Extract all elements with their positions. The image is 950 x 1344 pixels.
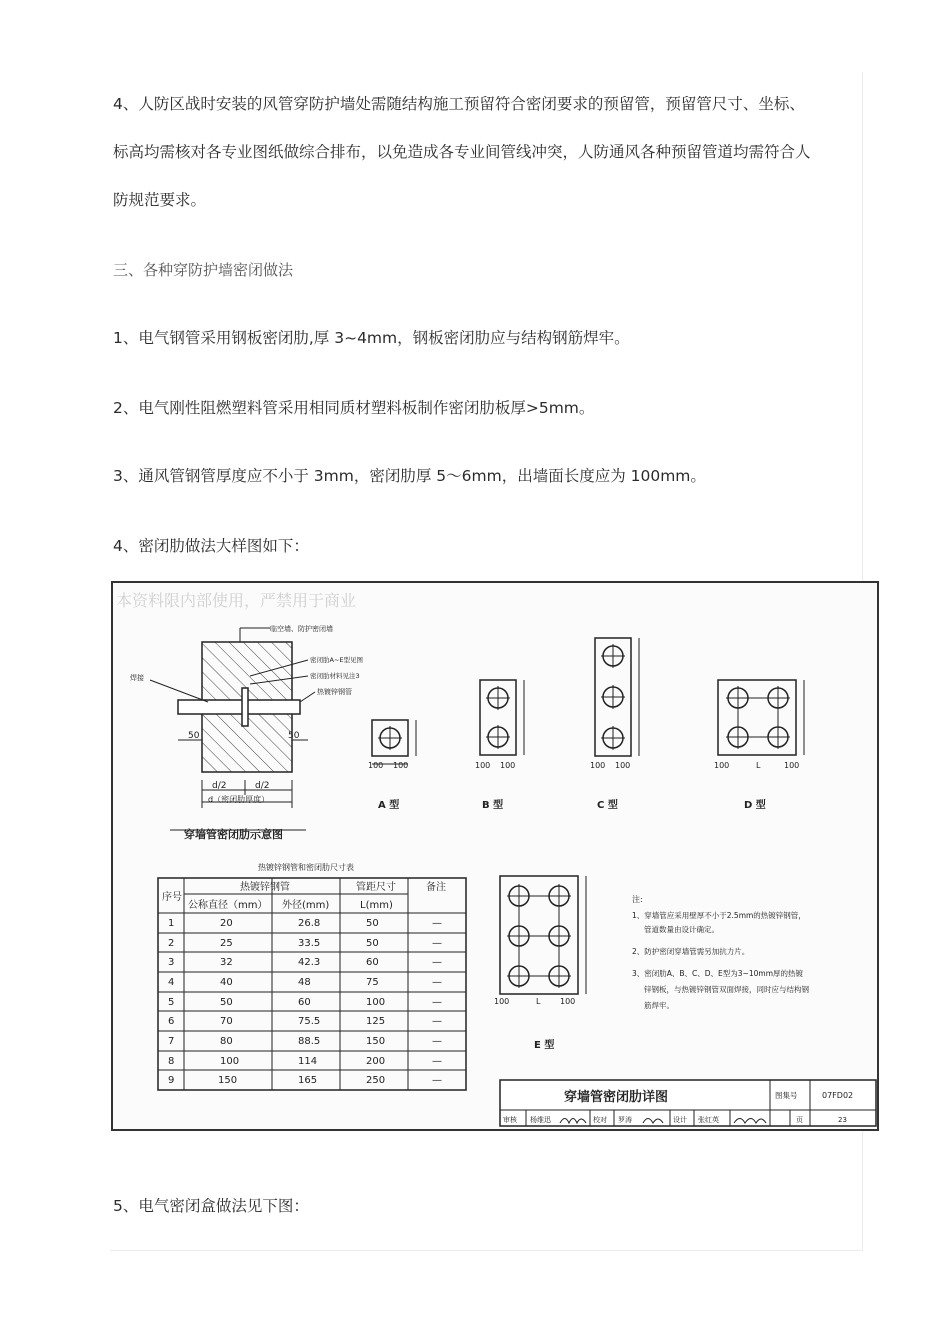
type-e-dim-100-2: 100: [560, 997, 576, 1006]
table-cell: 100: [220, 1056, 240, 1067]
watermark-text: 本资料限内部使用，严禁用于商业: [116, 591, 357, 610]
note-3a: 3、密闭肋A、B、C、D、E型为3~10mm厚的热镀: [632, 969, 804, 978]
dim-50-right: 50: [288, 731, 300, 741]
table-cell: 114: [298, 1056, 318, 1067]
type-e-dim-l: L: [536, 997, 541, 1006]
table-cell: 26.8: [298, 918, 321, 929]
title-block: [500, 1080, 876, 1126]
type-a-dim-100-2: 100: [393, 761, 409, 770]
table-cell: 7: [168, 1036, 175, 1047]
item-4: 4、密闭肋做法大样图如下：: [113, 537, 309, 555]
table-cell: —: [432, 1056, 442, 1067]
table-cell: 25: [220, 938, 233, 949]
check-label: 校对: [593, 1116, 607, 1124]
dim-50-left: 50: [188, 731, 200, 741]
type-d-label: D 型: [744, 800, 766, 811]
item-2: 2、电气刚性阻燃塑料管采用相同质材塑料板制作密闭肋板厚>5mm。: [113, 399, 595, 417]
item-5: 5、电气密闭盒做法见下图：: [113, 1197, 309, 1215]
type-a-label: A 型: [378, 800, 400, 811]
dim-d-half-right: d/2: [255, 781, 270, 791]
table-cell: 5: [168, 997, 175, 1008]
section-heading: 三、各种穿防护墙密闭做法: [113, 261, 294, 279]
table-cell: 150: [218, 1075, 238, 1086]
rib-note-label-2: 密闭肋材料见注3: [310, 672, 360, 680]
table-header-spacing: 管距尺寸: [356, 882, 396, 893]
review-name: 杨维迅: [530, 1116, 551, 1124]
table-cell: 2: [168, 938, 175, 949]
wall-label: 临空墙、防护密闭墙: [270, 625, 333, 633]
table-cell: 42.3: [298, 957, 321, 968]
table-cell: 8: [168, 1056, 175, 1067]
note-3c: 筋焊牢。: [644, 1001, 674, 1010]
table-cell: —: [432, 938, 442, 949]
table-cell: 40: [220, 977, 233, 988]
table-cell: 50: [366, 918, 379, 929]
table-cell: 150: [366, 1036, 386, 1047]
rib-note-label-1: 密闭肋A~E型见图: [310, 656, 363, 664]
table-cell: 50: [366, 938, 379, 949]
type-c-dim-100-2: 100: [615, 761, 631, 770]
table-cell: 32: [220, 957, 233, 968]
type-c-label: C 型: [597, 800, 618, 811]
table-cell: 50: [220, 997, 233, 1008]
dim-d-half-left: d/2: [212, 781, 227, 791]
section-title: 穿墙管密闭肋示意图: [184, 828, 283, 841]
dim-d-full: d（密闭肋厚度）: [208, 795, 270, 804]
type-d-dim-100-1: 100: [714, 761, 730, 770]
check-name: 罗涛: [618, 1116, 632, 1124]
table-header-pipe: 热镀锌钢管: [240, 882, 290, 893]
atlas-number: 07FD02: [822, 1091, 854, 1100]
table-subheader-od: 外径(mm): [282, 900, 330, 911]
item-1: 1、电气钢管采用钢板密闭肋,厚 3~4mm，钢板密闭肋应与结构钢筋焊牢。: [113, 329, 630, 347]
table-cell: —: [432, 918, 442, 929]
page-label: 页: [796, 1116, 803, 1124]
table-cell: 88.5: [298, 1036, 321, 1047]
review-label: 审核: [503, 1116, 517, 1124]
table-cell: —: [432, 997, 442, 1008]
table-cell: 125: [366, 1016, 386, 1027]
table-cell: 6: [168, 1016, 175, 1027]
type-b-dim-100-2: 100: [500, 761, 516, 770]
paragraph-4-line-2: 标高均需核对各专业图纸做综合排布，以免造成各专业间管线冲突，人防通风各种预留管道均需符合人: [113, 143, 811, 161]
type-e-label: E 型: [534, 1040, 555, 1051]
type-a-dim-100-1: 100: [368, 761, 384, 770]
table-subheader-l: L(mm): [360, 900, 393, 911]
paragraph-4-line-3: 防规范要求。: [113, 191, 207, 209]
table-cell: 80: [220, 1036, 233, 1047]
table-cell: —: [432, 957, 442, 968]
table-cell: 75: [366, 977, 379, 988]
table-subheader-nominal: 公称直径（mm）: [188, 900, 268, 911]
type-b-label: B 型: [482, 800, 504, 811]
design-name: 张红英: [698, 1116, 719, 1124]
note-1a: 1、穿墙管应采用壁厚不小于2.5mm的热镀锌钢管，: [632, 911, 806, 920]
type-d-dim-l: L: [756, 761, 761, 770]
table-cell: 250: [366, 1075, 386, 1086]
table-header-remark: 备注: [426, 882, 446, 893]
table-cell: —: [432, 1075, 442, 1086]
type-c-dim-100-1: 100: [590, 761, 606, 770]
rib-detail-drawing: [110, 580, 880, 1140]
table-cell: 20: [220, 918, 233, 929]
pipe-label: 热镀锌钢管: [317, 688, 352, 696]
table-cell: 60: [298, 997, 311, 1008]
table-cell: —: [432, 1036, 442, 1047]
type-d-dim-100-2: 100: [784, 761, 800, 770]
table-cell: 4: [168, 977, 175, 988]
table-cell: 33.5: [298, 938, 321, 949]
atlas-number-label: 图集号: [775, 1091, 798, 1100]
type-e-dim-100-1: 100: [494, 997, 510, 1006]
drawing-title: 穿墙管密闭肋详图: [564, 1090, 669, 1105]
page-number: 23: [838, 1116, 847, 1124]
notes-head: 注:: [632, 895, 643, 904]
table-cell: 1: [168, 918, 175, 929]
table-header-no: 序号: [162, 892, 182, 903]
item-3: 3、通风管钢管厚度应不小于 3mm，密闭肋厚 5～6mm，出墙面长度应为 100mm。: [113, 467, 706, 485]
table-cell: 200: [366, 1056, 386, 1067]
note-2: 2、防护密闭穿墙管需另加抗力片。: [632, 947, 750, 956]
table-cell: 100: [366, 997, 386, 1008]
table-cell: 60: [366, 957, 379, 968]
table-cell: 70: [220, 1016, 233, 1027]
table-cell: 3: [168, 957, 175, 968]
table-cell: 48: [298, 977, 311, 988]
weld-label: 焊接: [130, 674, 144, 682]
paragraph-4-line-1: 4、人防区战时安装的风管穿防护墙处需随结构施工预留符合密闭要求的预留管，预留管尺寸、坐标、: [113, 95, 805, 113]
table-cell: 9: [168, 1075, 175, 1086]
table-cell: 75.5: [298, 1016, 321, 1027]
table-cell: —: [432, 1016, 442, 1027]
note-3b: 锌钢板，与热镀锌钢管双面焊接，同时应与结构钢: [644, 985, 809, 994]
note-1b: 管道数量由设计确定。: [644, 925, 719, 934]
table-cell: —: [432, 977, 442, 988]
table-cell: 165: [298, 1075, 318, 1086]
design-label: 设计: [673, 1116, 687, 1124]
type-b-dim-100-1: 100: [475, 761, 491, 770]
table-title: 热镀锌钢管和密闭肋尺寸表: [258, 863, 354, 872]
